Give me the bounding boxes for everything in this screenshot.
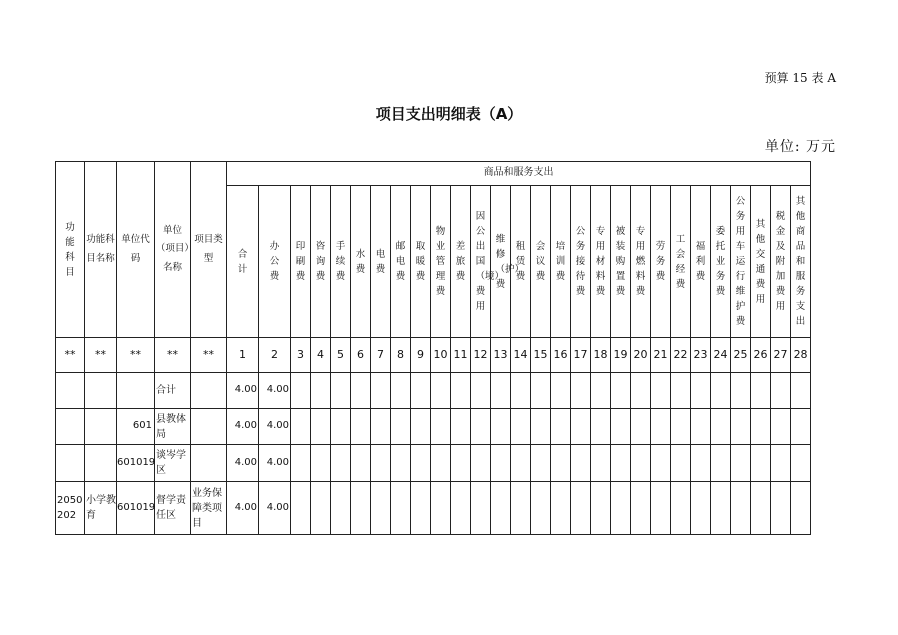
header-col-26: 其他交通费用 xyxy=(751,186,771,338)
total-cell: 4.00 xyxy=(227,445,259,482)
header-unit-name: 单位（项目）名称 xyxy=(155,162,191,338)
unit-code-cell: 601 xyxy=(117,409,155,445)
header-col-6: 水费 xyxy=(351,186,371,338)
header-group-goods-services: 商品和服务支出 xyxy=(227,162,811,186)
header-col-1: 合计 xyxy=(227,186,259,338)
index-number: 1 xyxy=(227,338,259,373)
office-cell: 4.00 xyxy=(259,373,291,409)
header-col-24: 委托业务费 xyxy=(711,186,731,338)
index-number: 16 xyxy=(551,338,571,373)
header-col-11: 差旅费 xyxy=(451,186,471,338)
func-name-cell xyxy=(85,409,117,445)
header-col-19: 被装购置费 xyxy=(611,186,631,338)
func-name-cell xyxy=(85,445,117,482)
index-number: 14 xyxy=(511,338,531,373)
header-col-17: 公务接待费 xyxy=(571,186,591,338)
index-star: ** xyxy=(155,338,191,373)
table-row xyxy=(56,482,831,535)
func-code-cell xyxy=(56,373,85,409)
office-cell: 4.00 xyxy=(259,445,291,482)
header-col-7: 电费 xyxy=(371,186,391,338)
header-col-8: 邮电费 xyxy=(391,186,411,338)
header-col-5: 手续费 xyxy=(331,186,351,338)
header-col-2: 办公费 xyxy=(259,186,291,338)
office-cell: 4.00 xyxy=(259,409,291,445)
index-number: 7 xyxy=(371,338,391,373)
func-code-cell: 2050202 xyxy=(56,482,85,535)
index-star: ** xyxy=(191,338,227,373)
header-col-14: 租赁费 xyxy=(511,186,531,338)
header-col-18: 专用材料费 xyxy=(591,186,611,338)
header-col-25: 公务用车运行维护费 xyxy=(731,186,751,338)
header-col-16: 培训费 xyxy=(551,186,571,338)
index-number: 18 xyxy=(591,338,611,373)
index-number: 28 xyxy=(791,338,811,373)
index-star: ** xyxy=(56,338,85,373)
index-number: 21 xyxy=(651,338,671,373)
index-number: 11 xyxy=(451,338,471,373)
unit-name-cell: 合计 xyxy=(155,373,191,409)
project-type-cell: 业务保障类项目 xyxy=(191,482,227,535)
index-number: 17 xyxy=(571,338,591,373)
index-number: 22 xyxy=(671,338,691,373)
header-col-23: 福利费 xyxy=(691,186,711,338)
index-number: 23 xyxy=(691,338,711,373)
header-unit-code: 单位代码 xyxy=(117,162,155,338)
header-func-subject: 功能科目 xyxy=(56,162,85,338)
unit-label: 单位: 万元 xyxy=(764,139,836,155)
func-code-cell xyxy=(56,409,85,445)
func-name-cell: 小学教育 xyxy=(85,482,117,535)
table-row xyxy=(56,409,831,445)
project-type-cell xyxy=(191,409,227,445)
index-number: 2 xyxy=(259,338,291,373)
index-number: 13 xyxy=(491,338,511,373)
header-col-3: 印刷费 xyxy=(291,186,311,338)
unit-name-cell: 县教体局 xyxy=(155,409,191,445)
index-number: 15 xyxy=(531,338,551,373)
index-number: 27 xyxy=(771,338,791,373)
project-type-cell xyxy=(191,445,227,482)
header-col-12: 因公出国（境）费用 xyxy=(471,186,491,338)
index-row xyxy=(56,338,831,373)
header-func-name: 功能科目名称 xyxy=(85,162,117,338)
office-cell: 4.00 xyxy=(259,482,291,535)
header-col-20: 专用燃料费 xyxy=(631,186,651,338)
header-col-15: 会议费 xyxy=(531,186,551,338)
project-type-cell xyxy=(191,373,227,409)
header-col-27: 税金及附加费用 xyxy=(771,186,791,338)
index-number: 20 xyxy=(631,338,651,373)
index-number: 5 xyxy=(331,338,351,373)
index-number: 24 xyxy=(711,338,731,373)
form-number: 预算 15 表 A xyxy=(764,71,836,85)
header-col-13: 维修（护）费 xyxy=(491,186,511,338)
func-name-cell xyxy=(85,373,117,409)
func-code-cell xyxy=(56,445,85,482)
unit-code-cell: 601019 xyxy=(117,445,155,482)
header-project-type: 项目类型 xyxy=(191,162,227,338)
index-star: ** xyxy=(117,338,155,373)
index-number: 8 xyxy=(391,338,411,373)
index-number: 25 xyxy=(731,338,751,373)
index-star: ** xyxy=(85,338,117,373)
index-number: 26 xyxy=(751,338,771,373)
total-cell: 4.00 xyxy=(227,409,259,445)
table-row xyxy=(56,373,831,409)
header-col-9: 取暖费 xyxy=(411,186,431,338)
unit-code-cell: 601019 xyxy=(117,482,155,535)
index-number: 10 xyxy=(431,338,451,373)
header-col-21: 劳务费 xyxy=(651,186,671,338)
index-number: 4 xyxy=(311,338,331,373)
header-col-4: 咨询费 xyxy=(311,186,331,338)
unit-name-cell: 谈岑学区 xyxy=(155,445,191,482)
header-col-22: 工会经费 xyxy=(671,186,691,338)
table-row xyxy=(56,445,831,482)
page-title: 项目支出明细表（A） xyxy=(375,105,523,123)
project-expenditure-table xyxy=(55,161,831,535)
index-number: 6 xyxy=(351,338,371,373)
index-number: 9 xyxy=(411,338,431,373)
index-number: 19 xyxy=(611,338,631,373)
index-number: 12 xyxy=(471,338,491,373)
header-col-28: 其他商品和服务支出 xyxy=(791,186,811,338)
unit-code-cell xyxy=(117,373,155,409)
unit-name-cell: 督学责任区 xyxy=(155,482,191,535)
index-number: 3 xyxy=(291,338,311,373)
total-cell: 4.00 xyxy=(227,373,259,409)
header-col-10: 物业管理费 xyxy=(431,186,451,338)
total-cell: 4.00 xyxy=(227,482,259,535)
